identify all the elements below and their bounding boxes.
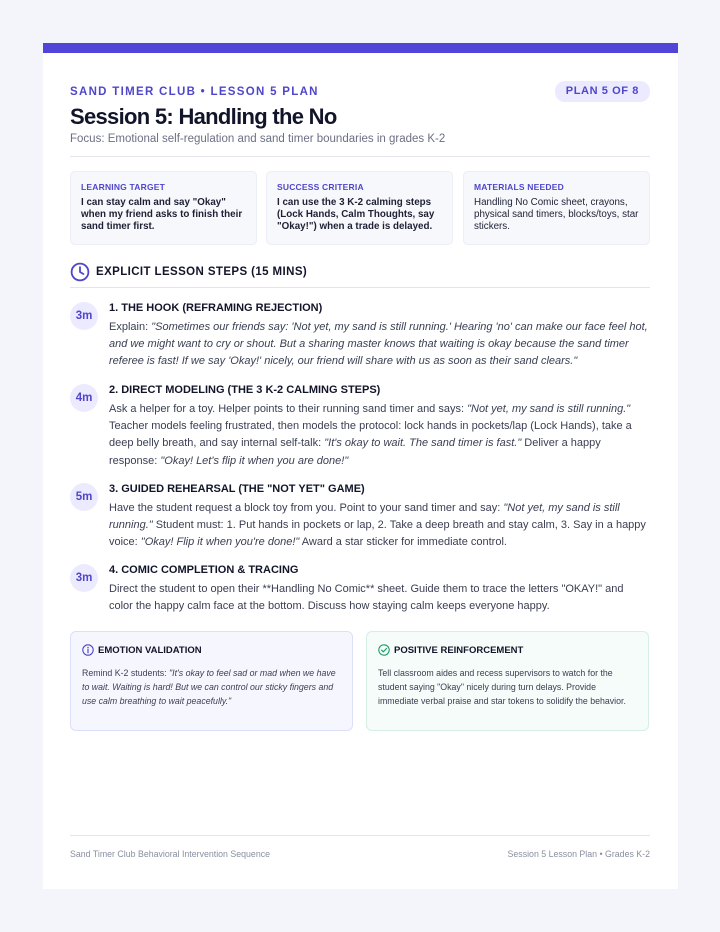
box-header <box>378 644 637 658</box>
emotion-validation-box <box>70 631 353 731</box>
box-quote: "It's okay to feel sad or mad when we have to wait. Waiting is hard! But we can control our sticky fingers and use calm breathing to wait peacefully." <box>82 668 336 707</box>
box-body <box>82 666 341 709</box>
lesson-plan-page <box>43 43 678 889</box>
materials-card <box>463 171 650 245</box>
card-label: LEARNING TARGET <box>81 182 166 192</box>
step-text: Have the student request a block toy from you. Point to your sand timer and say: <box>109 502 504 514</box>
box-text: Remind K-2 students: <box>82 668 170 678</box>
step-text: Student must: 1. Put hands in pockets or lap, 2. Take a deep breath and stay calm, 3. Say in a happy voice: <box>109 519 646 549</box>
step-body <box>109 401 650 470</box>
learning-target-card <box>70 171 257 245</box>
step-body: Direct the student to open their **Handling No Comic** sheet. Guide them to trace the letters "OKAY!" and color the happy calm face at the bottom. Discuss how staying calm keeps everyone happy. <box>109 583 624 613</box>
step-text: Award a star sticker for immediate control. <box>299 536 507 549</box>
card-label: MATERIALS NEEDED <box>474 182 564 192</box>
footer-divider <box>70 835 650 836</box>
step-duration-badge: 4m <box>70 384 98 412</box>
check-circle-icon <box>378 644 390 656</box>
footer-right: Session 5 Lesson Plan • Grades K-2 <box>507 849 650 859</box>
focus-subtitle: Focus: Emotional self-regulation and sand timer boundaries in grades K-2 <box>70 133 446 145</box>
positive-reinforcement-box <box>366 631 649 731</box>
steps-section-title: EXPLICIT LESSON STEPS (15 MINS) <box>96 266 308 278</box>
header-divider <box>70 156 650 157</box>
success-criteria-card <box>266 171 453 245</box>
step-quote: "Sometimes our friends say: 'Not yet, my sand is still running.' Hearing 'no' can make our face feel hot, and we might want to cry or shout. But a sharing master knows that waiting is okay because the sand timer referee is fast! If we say 'Okay!' nicely, our friend will share with us as soon as their sand clears." <box>109 321 648 368</box>
plan-badge: PLAN 5 OF 8 <box>555 81 650 102</box>
step-quote: "Not yet, my sand is still running." <box>109 502 620 532</box>
accent-bar <box>43 43 678 53</box>
clock-icon <box>70 262 90 282</box>
step-title: 2. DIRECT MODELING (THE 3 K-2 CALMING STEPS) <box>109 384 381 396</box>
step-text: Explain: <box>109 321 152 333</box>
step-duration-badge: 3m <box>70 564 98 592</box>
info-icon <box>82 644 94 656</box>
step-body <box>109 500 650 552</box>
step-quote: "Okay! Flip it when you're done!" <box>140 536 300 549</box>
step-duration-badge: 3m <box>70 302 98 330</box>
step-quote: "Not yet, my sand is still running." <box>467 403 631 415</box>
step-text: Deliver a happy response: <box>109 437 601 467</box>
step-title: 3. GUIDED REHEARSAL (THE "NOT YET" GAME) <box>109 483 365 495</box>
card-text: I can use the 3 K-2 calming steps (Lock Hands, Calm Thoughts, say "Okay!") when a trade is delayed. <box>277 197 435 233</box>
step-text: Teacher models feeling frustrated, then models the protocol: lock hands in pockets/lap (Lock Hands), take a deep belly breath, and say internal self-talk: <box>109 420 632 450</box>
box-header <box>82 644 341 658</box>
card-label: SUCCESS CRITERIA <box>277 182 364 192</box>
card-text: Handling No Comic sheet, crayons, physical sand timers, blocks/toys, star stickers. <box>474 197 639 233</box>
box-body: Tell classroom aides and recess supervisors to watch for the student saying "Okay" nicely during turn delays. Provide immediate verbal praise and star tokens to solidify the behavior. <box>378 668 626 707</box>
box-title: EMOTION VALIDATION <box>98 645 202 656</box>
step-quote: "It's okay to wait. The sand timer is fast." <box>324 437 522 450</box>
box-title: POSITIVE REINFORCEMENT <box>394 645 524 656</box>
step-title: 1. THE HOOK (REFRAMING REJECTION) <box>109 302 323 314</box>
step-duration-badge: 5m <box>70 483 98 511</box>
card-text: I can stay calm and say "Okay" when my friend asks to finish their sand timer first. <box>81 197 243 233</box>
step-title: 4. COMIC COMPLETION & TRACING <box>109 564 299 576</box>
footer-left: Sand Timer Club Behavioral Intervention Sequence <box>70 849 271 859</box>
objective-cards <box>70 171 650 245</box>
page-title: Session 5: Handling the No <box>70 104 337 129</box>
steps-divider <box>70 287 650 288</box>
eyebrow-label: SAND TIMER CLUB • LESSON 5 PLAN <box>70 86 319 98</box>
step-quote: "Okay! Let's flip it when you are done!" <box>160 454 349 467</box>
step-body <box>109 319 650 371</box>
step-text: Ask a helper for a toy. Helper points to their running sand timer and says: <box>109 403 468 415</box>
